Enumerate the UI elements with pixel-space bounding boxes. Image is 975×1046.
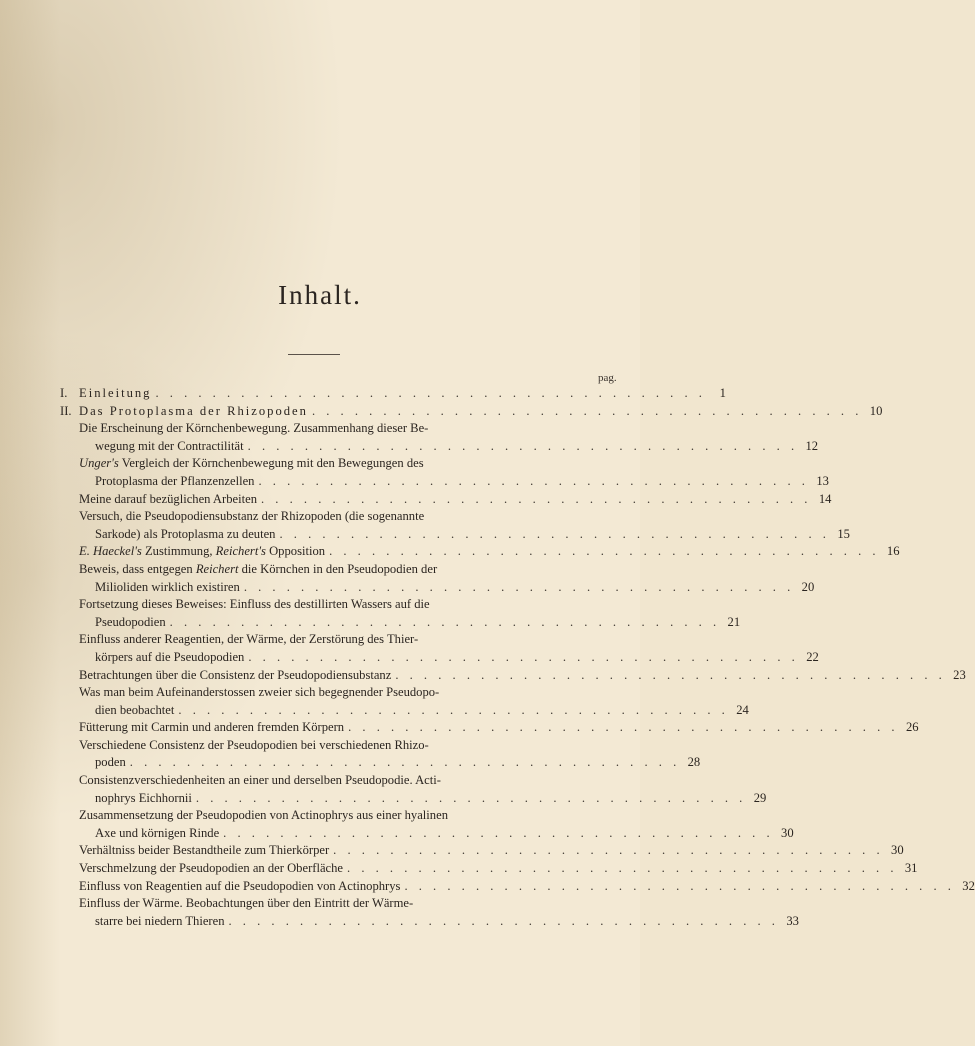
toc-italic-name: Reichert's [215,544,266,559]
toc-entry [60,649,819,667]
toc-entry-text [79,508,424,526]
toc-entry-text [79,684,439,702]
toc-page-number: 29 [753,790,767,805]
toc-text-part: Pseudopodien [95,614,166,629]
toc-text-part: Vergleich der Körnchenbewegung mit den Bewegungen des [118,456,424,471]
toc-text-part: poden [95,755,126,770]
toc-entry-text [79,807,448,825]
heading-rule [288,354,340,355]
toc-leader-dots: . . . . . . . . . . . . . . . . . . . . . . . . . . . . . . . . . . . . . . . [279,526,830,541]
toc-entry [60,878,975,896]
toc-leader-dots: . . . . . . . . . . . . . . . . . . . . . . . . . . . . . . . . . . . . . . . [347,861,898,876]
toc-entry-text [79,842,329,860]
toc-page-number: 15 [837,526,850,541]
toc-page-number: 30 [781,825,794,840]
toc-page-number: 13 [816,473,829,488]
toc-entry [60,526,850,544]
toc-page-number: 30 [891,843,904,858]
toc-text-part: Einleitung [79,386,152,400]
toc-page-number: 16 [886,544,900,559]
toc-entry-text [95,579,240,597]
page-heading: Inhalt. [278,280,362,310]
toc-leader-dots: . . . . . . . . . . . . . . . . . . . . . . . . . . . . . . . . . . . . . . . [195,790,747,805]
toc-entry [60,403,883,421]
toc-entry [60,913,799,931]
toc-entry-text [79,596,430,614]
toc-entry-text [95,913,225,931]
toc-entry [60,543,900,561]
toc-text-part: Einfluss der Wärme. Beobachtungen über den Eintritt der Wärme- [79,896,414,911]
toc-text-part: Milioliden wirklich existiren [95,579,240,594]
toc-entry [60,737,600,755]
toc-text-part: Consistenzverschiedenheiten an einer und derselben Pseudopodie. Acti- [79,773,441,788]
toc-leader-dots: . . . . . . . . . . . . . . . . . . . . . . . . . . . . . . . . . . . . . . . [329,544,880,559]
toc-leader-dots: . . . . . . . . . . . . . . . . . . . . . . . . . . . . . . . . . . . . . . . [129,755,681,770]
toc-entry-number: II. [60,403,72,418]
toc-text-part: Sarkode) als Protoplasma zu deuten [95,526,276,541]
toc-leader-dots: . . . . . . . . . . . . . . . . . . . . . . . . . . . . . . . . . . . . . . . [228,913,779,928]
toc-entry-text [79,420,428,438]
toc-entry-text [79,772,441,790]
toc-text-part: starre bei niedern Thieren [95,913,225,928]
toc-page-number: 32 [962,878,975,893]
toc-entry [60,455,600,473]
toc-entry-text [79,860,343,878]
toc-leader-dots: . . . . . . . . . . . . . . . . . . . . . . . . . . . . . . . . . . . . . . . [243,579,795,594]
toc-text-part: Einfluss anderer Reagentien, der Wärme, der Zerstörung des Thier- [79,632,419,647]
toc-entry-text [95,754,126,772]
toc-leader-dots: . . . . . . . . . . . . . . . . . . . . . . . . . . . . . . . . . . . . . . . [395,667,946,682]
toc-entry-text [79,543,325,561]
toc-page-number: 26 [905,720,919,735]
toc-entry-text [79,455,424,473]
toc-entry-text [79,491,257,509]
toc-text-part: Opposition [265,544,326,559]
toc-entry [60,438,819,456]
toc-leader-dots: . . . . . . . . . . . . . . . . . . . . . . . . . . . . . . . . . . . . . . . [333,843,884,858]
toc-entry-text [79,878,400,896]
toc-text-part: Zustimmung, [141,544,216,559]
toc-entry-text [95,526,275,544]
toc-entry [60,667,966,685]
toc-text-part: Fütterung mit Carmin und anderen fremden Körpern [79,720,345,735]
toc-text-part: körpers auf die Pseudopodien [95,649,245,664]
toc-text-part: wegung mit der Contractilität [95,438,244,453]
toc-entry-text [79,737,429,755]
toc-entry [60,842,904,860]
toc-entry [60,614,741,632]
toc-page-number: 28 [687,755,701,770]
toc-italic-name: E. Haeckel's [79,544,142,559]
toc-entry [60,807,600,825]
toc-italic-name: Reichert [195,561,239,576]
toc-leader-dots: . . . . . . . . . . . . . . . . . . . . . . . . . . . . . . . . . . . . . . . [178,702,729,717]
toc-leader-dots: . . . . . . . . . . . . . . . . . . . . . . . . . . . . . . . . . . . . . . . [348,720,899,735]
toc-entry-text [95,649,244,667]
toc-page-number: 21 [727,614,741,629]
toc-entry-text [95,790,192,808]
toc-entry-text [95,614,166,632]
toc-entry [60,825,794,843]
toc-entry [60,702,749,720]
pag-label: pag. [598,372,617,384]
toc-leader-dots: . . . . . . . . . . . . . . . . . . . . . . . . . . . . . . . . . . . . . . . [169,614,721,629]
toc-leader-dots: . . . . . . . . . . . . . . . . . . . . . . . . . . . . . . . . . . . . . . . [223,825,774,840]
toc-text-part: Fortsetzung dieses Beweises: Einfluss des destillirten Wassers auf die [79,597,430,612]
toc-entry [60,860,918,878]
toc-text-part: Verschmelzung der Pseudopodien an der Oberfläche [79,861,344,876]
toc-page-number: 23 [953,667,966,682]
toc-text-part: Was man beim Aufeinanderstossen zweier sich begegnender Pseudopo- [79,685,440,700]
toc-entry-number: I. [60,386,68,400]
toc-leader-dots: . . . . . . . . . . . . . . . . . . . . . . . . . . . . . . . . . . . . . . . [258,473,809,488]
toc-text-part: dien beobachtet [95,702,175,717]
toc-text-part: Axe und körnigen Rinde [95,825,220,840]
table-of-contents [60,385,975,930]
toc-italic-name: Unger's [79,456,119,471]
toc-text-part: nophrys Eichhornii [95,790,192,805]
toc-text-part: Verhältniss beider Bestandtheile zum Thierkörper [79,843,330,858]
toc-text-part: die Körnchen in den Pseudopodien der [238,561,438,576]
toc-leader-dots: . . . . . . . . . . . . . . . . . . . . . . . . . . . . . . . . . . . . . . . [261,491,812,506]
toc-entry [60,561,600,579]
toc-text-part: Protoplasma der Pflanzenzellen [95,473,255,488]
toc-page-number: 22 [806,649,819,664]
toc-entry-text [95,702,174,720]
toc-text-part: Die Erscheinung der Körnchenbewegung. Zusammenhang dieser Be- [79,421,429,436]
toc-page-number: 24 [736,702,749,717]
toc-page-number: 31 [904,861,918,876]
toc-entry [60,719,919,737]
toc-page-number: 20 [801,579,815,594]
toc-text-part: Beweis, dass entgegen [79,561,196,576]
toc-text-part: Verschiedene Consistenz der Pseudopodien bei verschiedenen Rhizo- [79,737,429,752]
toc-text-part: Zusammensetzung der Pseudopodien von Actinophrys aus einer hyalinen [79,808,448,823]
toc-entry [60,491,832,509]
toc-entry [60,508,600,526]
toc-entry [60,579,815,597]
toc-entry-text [79,385,151,403]
toc-page-number: 1 [719,386,726,400]
toc-leader-dots: . . . . . . . . . . . . . . . . . . . . . . . . . . . . . . . . . . . . . . . [248,649,799,664]
toc-text-part: Einfluss von Reagentien auf die Pseudopodien von Actinophrys [79,878,401,893]
toc-entry-text [95,473,254,491]
toc-page-number: 14 [818,491,832,506]
toc-entry [60,684,600,702]
toc-page-number: 12 [805,438,819,453]
toc-leader-dots: . . . . . . . . . . . . . . . . . . . . . . . . . . . . . . . . . . . . . . . [247,438,799,453]
toc-entry-text [95,825,219,843]
toc-entry [60,631,600,649]
toc-entry [60,754,701,772]
toc-text-part: Meine darauf bezüglichen Arbeiten [79,491,257,506]
toc-entry-text [79,403,308,421]
toc-entry [60,895,600,913]
toc-entry-text [79,561,437,579]
toc-entry-text [95,438,244,456]
toc-entry [60,385,726,403]
toc-entry-text [79,719,344,737]
toc-entry-text [79,895,413,913]
toc-text-part: Versuch, die Pseudopodiensubstanz der Rhizopoden (die sogenannte [79,509,425,524]
toc-entry [60,473,829,491]
toc-entry [60,596,600,614]
toc-entry [60,420,600,438]
toc-leader-dots: . . . . . . . . . . . . . . . . . . . . . . . . . . . . . . . . . . . . . . . [311,403,863,418]
toc-entry-text [79,631,418,649]
toc-entry [60,790,767,808]
toc-entry-text [79,667,391,685]
toc-page-number: 10 [869,403,883,418]
toc-entry [60,772,600,790]
toc-page-number: 33 [786,913,799,928]
toc-text-part: Betrachtungen über die Consistenz der Pseudopodiensubstanz [79,667,392,682]
toc-leader-dots: . . . . . . . . . . . . . . . . . . . . . . . . . . . . . . . . . . . . . . . [404,878,955,893]
toc-text-part: Das Protoplasma der Rhizopoden [79,403,308,418]
toc-leader-dots: . . . . . . . . . . . . . . . . . . . . . . . . . . . . . . . . . . . . . . . [155,386,706,400]
